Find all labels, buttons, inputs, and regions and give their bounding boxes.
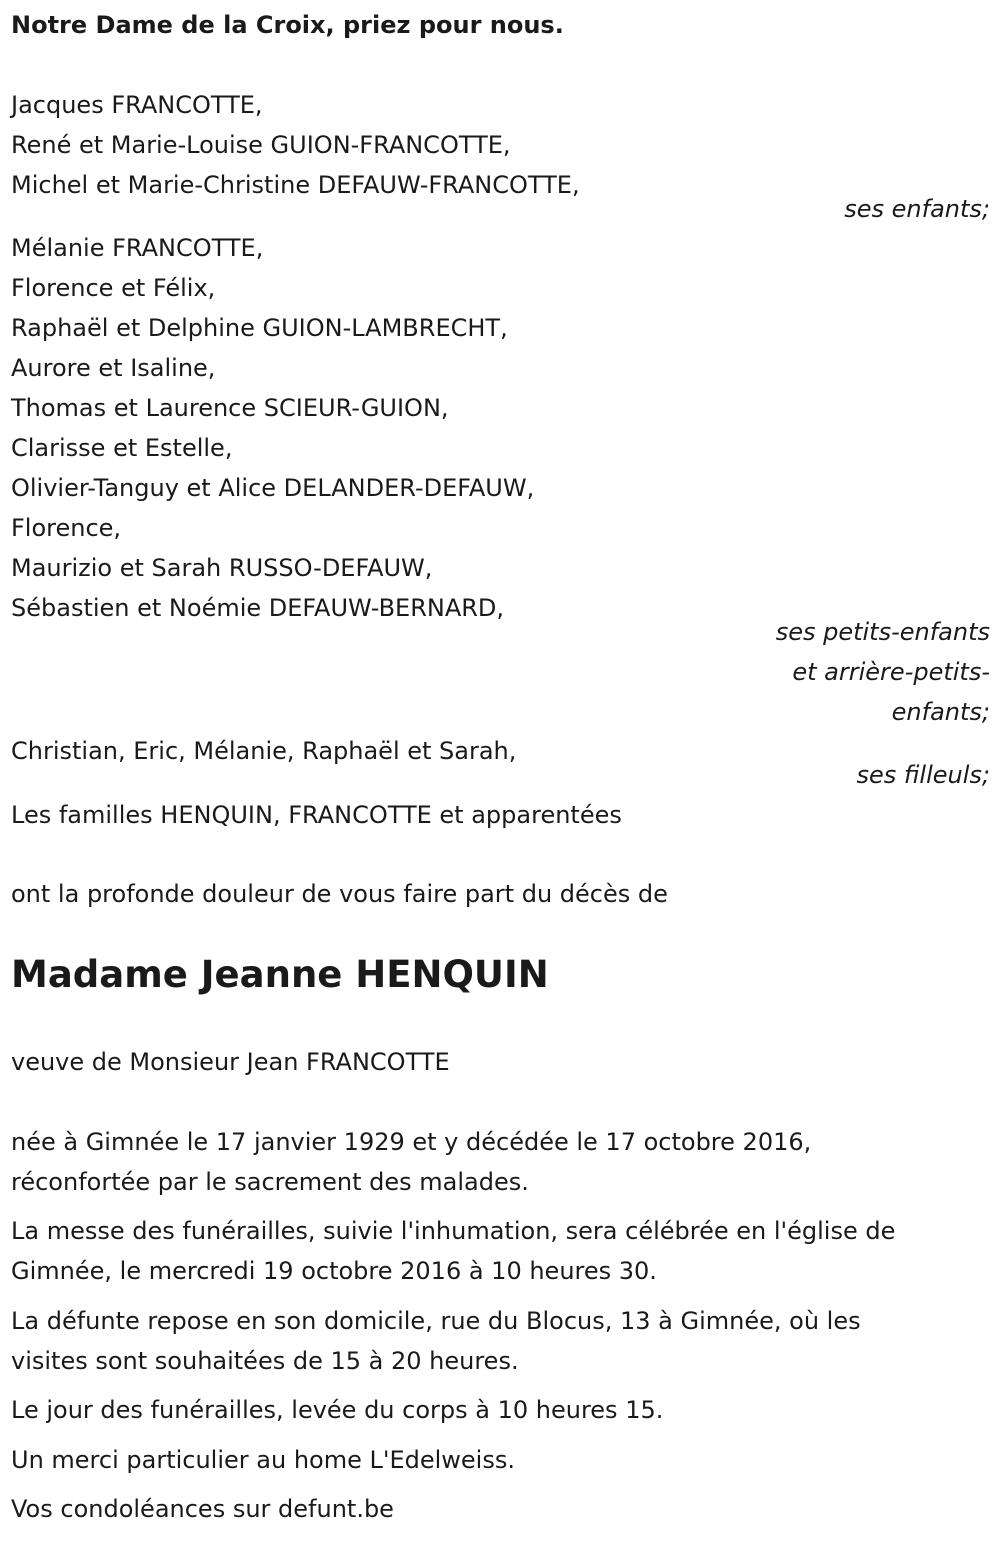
prayer-header: Notre Dame de la Croix, priez pour nous.	[11, 11, 564, 39]
godchildren-names: Christian, Eric, Mélanie, Raphaël et Sarah,	[11, 737, 517, 765]
grandchildren-role-line: et arrière-petits-	[792, 658, 990, 686]
child-name: René et Marie-Louise GUION-FRANCOTTE,	[11, 131, 511, 159]
rest-paragraph	[11, 1301, 990, 1381]
grandchild-name: Florence et Félix,	[11, 274, 216, 302]
condolences-line: Vos condoléances sur defunt.be	[11, 1495, 394, 1523]
grandchild-name: Clarisse et Estelle,	[11, 434, 233, 462]
rest-line: visites sont souhaitées de 15 à 20 heures.	[11, 1347, 519, 1375]
godchildren-role: ses filleuls;	[856, 761, 990, 789]
grandchildren-role-line: enfants;	[891, 698, 990, 726]
birth-death-paragraph	[11, 1122, 990, 1202]
families-line: Les familles HENQUIN, FRANCOTTE et apparentées	[11, 801, 622, 829]
children-role: ses enfants;	[844, 195, 990, 223]
thanks-line: Un merci particulier au home L'Edelweiss.	[11, 1446, 515, 1474]
funeral-line: La messe des funérailles, suivie l'inhumation, sera célébrée en l'église de	[11, 1217, 896, 1245]
grandchild-name: Aurore et Isaline,	[11, 354, 216, 382]
birth-death-line: réconfortée par le sacrement des malades.	[11, 1168, 529, 1196]
deceased-name: Madame Jeanne HENQUIN	[11, 953, 549, 996]
grandchild-name: Olivier-Tanguy et Alice DELANDER-DEFAUW,	[11, 474, 535, 502]
announcement-line: ont la profonde douleur de vous faire part du décès de	[11, 880, 668, 908]
procession-line: Le jour des funérailles, levée du corps à 10 heures 15.	[11, 1396, 664, 1424]
grandchildren-role-line: ses petits-enfants	[775, 618, 990, 646]
grandchild-name: Florence,	[11, 514, 122, 542]
funeral-line: Gimnée, le mercredi 19 octobre 2016 à 10 heures 30.	[11, 1257, 657, 1285]
grandchild-name: Mélanie FRANCOTTE,	[11, 234, 264, 262]
grandchildren-role	[776, 612, 990, 732]
grandchild-name: Raphaël et Delphine GUION-LAMBRECHT,	[11, 314, 508, 342]
grandchild-name: Maurizio et Sarah RUSSO-DEFAUW,	[11, 554, 433, 582]
rest-line: La défunte repose en son domicile, rue du Blocus, 13 à Gimnée, où les	[11, 1307, 861, 1335]
child-name: Jacques FRANCOTTE,	[11, 91, 263, 119]
children-list	[11, 85, 990, 205]
grandchild-name: Thomas et Laurence SCIEUR-GUION,	[11, 394, 449, 422]
funeral-paragraph	[11, 1211, 990, 1291]
widow-of-line: veuve de Monsieur Jean FRANCOTTE	[11, 1048, 450, 1076]
child-name: Michel et Marie-Christine DEFAUW-FRANCOTTE,	[11, 171, 580, 199]
grandchild-name: Sébastien et Noémie DEFAUW-BERNARD,	[11, 594, 505, 622]
birth-death-line: née à Gimnée le 17 janvier 1929 et y décédée le 17 octobre 2016,	[11, 1128, 812, 1156]
grandchildren-list	[11, 228, 990, 628]
